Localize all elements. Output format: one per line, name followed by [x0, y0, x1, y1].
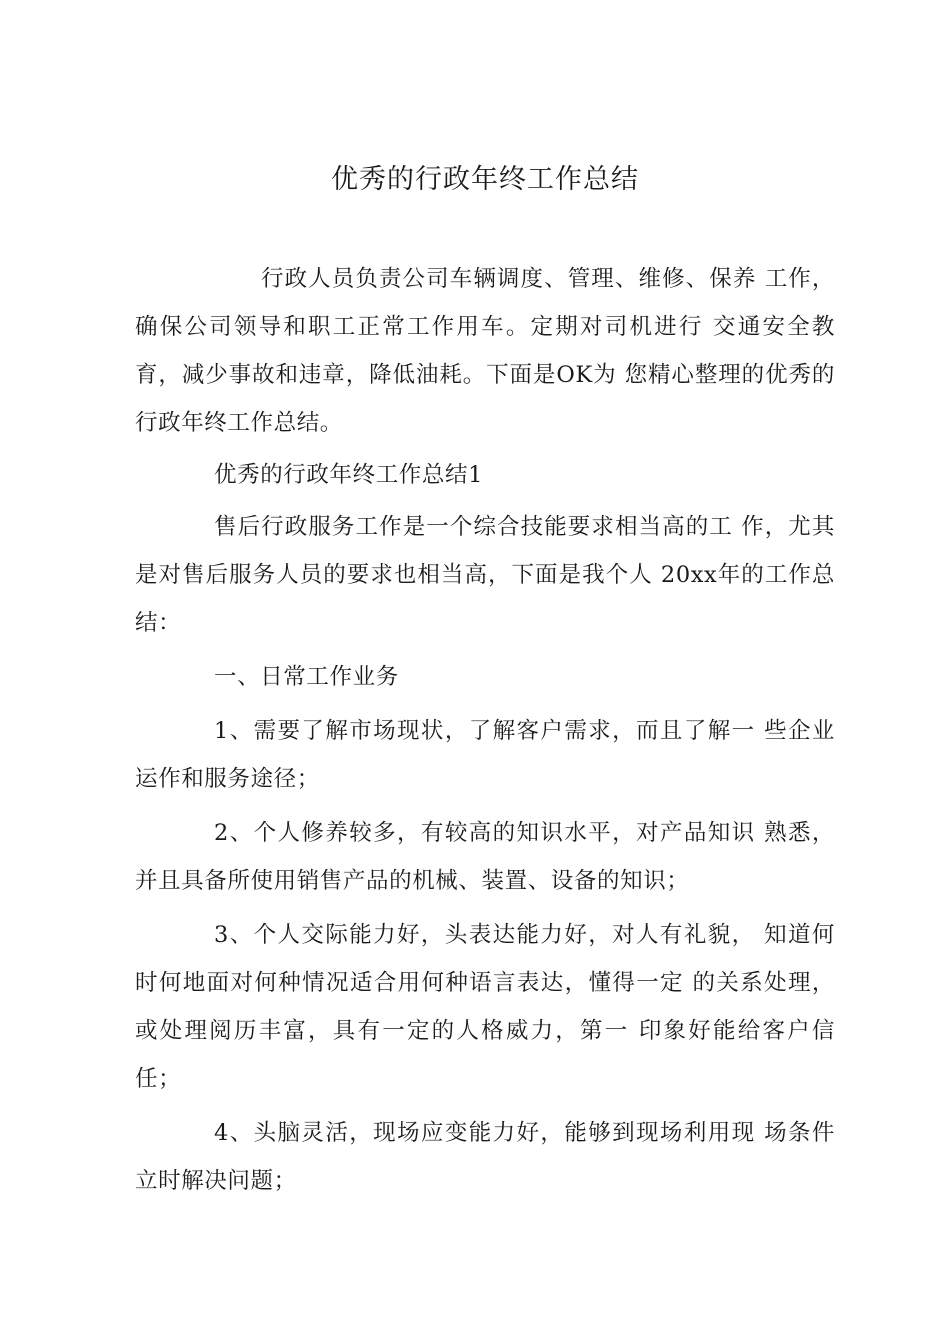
list-item: 4、头脑灵活，现场应变能力好，能够到现场利用现 场条件立时解决问题；	[135, 1120, 835, 1194]
intro-paragraph: 行政人员负责公司车辆调度、管理、维修、保养 工作，确保公司领导和职工正常工作用车。定期对司机进行 交通安全教育，减少事故和违章，降低油耗。下面是OK为 您精心整理的优秀的行政年终工作总结。	[135, 266, 835, 436]
body-paragraph: 售后行政服务工作是一个综合技能要求相当高的工 作，尤其是对售后服务人员的要求也相当高，下面是我个人 20xx年的工作总结：	[135, 514, 835, 636]
list-item: 1、需要了解市场现状，了解客户需求，而且了解一 些企业运作和服务途径；	[135, 718, 835, 792]
document-body	[135, 255, 835, 1205]
page-title: 优秀的行政年终工作总结	[331, 164, 639, 195]
list-item: 3、个人交际能力好，头表达能力好，对人有礼貌， 知道何时何地面对何种情况适合用何种语言表达，懂得一定 的关系处理，或处理阅历丰富，具有一定的人格威力，第一 印象好能给客户信任；	[135, 922, 835, 1092]
subsection-heading: 一、日常工作业务	[214, 664, 399, 690]
section-heading: 优秀的行政年终工作总结1	[214, 462, 484, 488]
list-item: 2、个人修养较多，有较高的知识水平，对产品知识 熟悉，并且具备所使用销售产品的机械、装置、设备的知识；	[135, 820, 835, 894]
